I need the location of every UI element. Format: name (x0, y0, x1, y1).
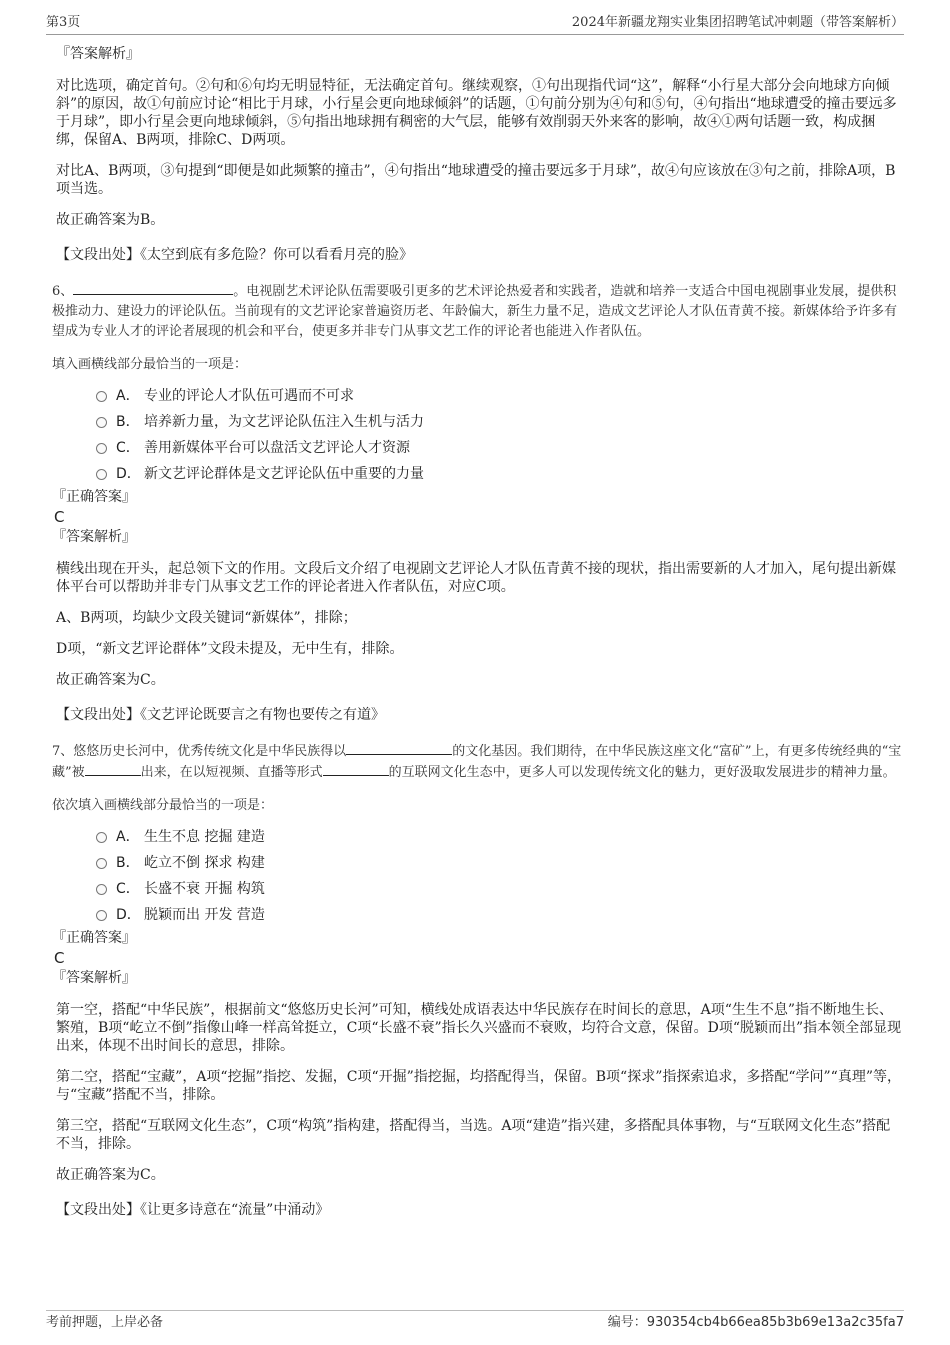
document-code (608, 1314, 904, 1332)
q7-prompt: 依次填入画横线部分最恰当的一项是： (52, 798, 274, 813)
q6-stem-text: 。电视剧艺术评论队伍需要吸引更多的艺术评论热爱者和实践者，造就和培养一支适合中国电视剧事业发展，提供积极推动力、建设力的评论队伍。当前现有的文艺评论家普遍资历老、年龄偏大，新生力量不足，造成文艺评论人才队伍青黄不接。新媒体给予许多有望成为专业人才的评论者展现的机会和平台，使更多并非专门从事文艺工作的评论者也能进入作者队伍。 (52, 284, 898, 339)
page-header (46, 12, 904, 35)
footer-slogan: 考前押题，上岸必备 (46, 1315, 164, 1330)
q7-blank-2 (85, 762, 141, 776)
q6-correct-label: 『正确答案』 (52, 489, 136, 505)
q7-blank-3 (323, 762, 389, 776)
radio-icon[interactable] (96, 832, 107, 843)
radio-icon[interactable] (96, 884, 107, 895)
radio-icon[interactable] (96, 469, 107, 480)
q6-option-b[interactable]: B． 培养新力量，为文艺评论队伍注入生机与活力 (96, 409, 902, 435)
q6-prompt: 填入画横线部分最恰当的一项是： (52, 357, 248, 372)
radio-icon[interactable] (96, 858, 107, 869)
q6-option-c[interactable]: C． 善用新媒体平台可以盘活文艺评论人才资源 (96, 435, 902, 461)
radio-icon[interactable] (96, 910, 107, 921)
radio-icon[interactable] (96, 417, 107, 428)
q7-option-b[interactable]: B． 屹立不倒 探求 构建 (96, 850, 902, 876)
q7-blank-1 (346, 741, 452, 755)
q6-option-a[interactable]: A． 专业的评论人才队伍可遇而不可求 (96, 383, 902, 409)
q6-analysis-label: 『答案解析』 (52, 529, 136, 545)
q6-stem (52, 281, 902, 342)
q6-analysis-para2: A、B两项，均缺少文段关键词“新媒体”，排除； (56, 610, 357, 626)
q5-analysis-para1: 对比选项，确定首句。②句和⑥句均无明显特征，无法确定首句。继续观察，①句出现指代词“这”，解释“小行星大部分会向地球方向倾斜”的原因，故①句前应讨论“相比于月球，小行星会更向地球倾斜”的话题，①句前分别为④句和⑤句，④句指出“地球遭受的撞击要远多于月球”，即小行星会更向地球倾斜，⑤句指出地球拥有稠密的大气层，能够有效削弱天外来客的影响，故④①两句话题一致，构成捆绑，保留A、B两项，排除C、D两项。 (56, 78, 897, 148)
page-number: 第3页 (46, 15, 81, 30)
q7-analysis-label: 『答案解析』 (52, 970, 136, 986)
q6-blank (73, 281, 233, 295)
q6-correct-answer: C (54, 508, 65, 526)
q6-analysis-para1: 横线出现在开头，起总领下文的作用。文段后文介绍了电视剧文艺评论人才队伍青黄不接的现状，指出需要新的人才加入，尾句提出新媒体平台可以帮助并非专门从事文艺工作的评论者进入作者队伍，对应C项。 (56, 561, 896, 595)
q6-number: 6、 (52, 284, 74, 299)
page-footer (46, 1310, 904, 1330)
q7-analysis-para3: 第三空，搭配“互联网文化生态”，C项“构筑”指构建，搭配得当，当选。A项“建造”指兴建，多搭配具体事物，与“互联网文化生态”搭配不当，排除。 (56, 1118, 891, 1152)
q7-source: 【文段出处】《让更多诗意在“流量”中涌动》 (56, 1202, 330, 1218)
q7-analysis-para1: 第一空，搭配“中华民族”，根据前文“悠悠历史长河”可知，横线处成语表达中华民族存在时间长的意思，A项“生生不息”指不断地生长、繁殖，B项“屹立不倒”指像山峰一样高耸挺立，C项“长盛不衰”指长久兴盛而不衰败，均符合文意，保留。D项“脱颖而出”指本领全部显现出来，体现不出时间长的意思，排除。 (56, 1002, 902, 1054)
q7-correct-label: 『正确答案』 (52, 930, 136, 946)
q7-analysis-para2: 第二空，搭配“宝藏”，A项“挖掘”指挖、发掘，C项“开掘”指挖掘，均搭配得当，保留。B项“探求”指探索追求，多搭配“学问”“真理”等，与“宝藏”搭配不当，排除。 (56, 1069, 901, 1103)
q7-stem: 7、悠悠历史长河中，优秀传统文化是中华民族得以 的文化基因。我们期待，在中华民族这座文化“富矿”上，有更多传统经典的“宝藏”被 出来，在以短视频、直播等形式 的互联网文化生态中，更多人可以发现传统文化的魅力，更好汲取发展进步的精神力量。 (52, 741, 902, 783)
q5-analysis-para2: 对比A、B两项，③句提到“即便是如此频繁的撞击”，④句指出“地球遭受的撞击要远多于月球”，故④句应该放在③句之前，排除A项，B项当选。 (56, 163, 896, 197)
document-body (52, 44, 902, 1219)
q6-option-d[interactable]: D． 新文艺评论群体是文艺评论队伍中重要的力量 (96, 461, 902, 487)
q6-source: 【文段出处】《文艺评论既要言之有物也要传之有道》 (56, 707, 385, 723)
q6-analysis-para3: D项，“新文艺评论群体”文段未提及，无中生有，排除。 (56, 641, 404, 657)
document-title: 2024年新疆龙翔实业集团招聘笔试冲刺题（带答案解析） (571, 15, 904, 30)
document-code-label: 编号： (607, 1315, 647, 1330)
q7-option-d[interactable]: D． 脱颖而出 开发 营造 (96, 902, 902, 928)
document-code-value: 930354cb4b66ea85b3b69e13a2c35fa7 (646, 1315, 904, 1330)
q7-correct-answer: C (54, 949, 65, 967)
radio-icon[interactable] (96, 443, 107, 454)
q5-source: 【文段出处】《太空到底有多危险？你可以看看月亮的脸》 (56, 247, 413, 263)
q7-option-a[interactable]: A． 生生不息 挖掘 建造 (96, 824, 902, 850)
q6-options (96, 383, 902, 487)
q7-conclusion: 故正确答案为C。 (56, 1167, 165, 1183)
q5-conclusion: 故正确答案为B。 (56, 212, 165, 228)
q7-option-c[interactable]: C． 长盛不衰 开掘 构筑 (96, 876, 902, 902)
q5-analysis-label: 『答案解析』 (56, 46, 140, 62)
radio-icon[interactable] (96, 391, 107, 402)
q7-options (96, 824, 902, 928)
q6-conclusion: 故正确答案为C。 (56, 672, 165, 688)
